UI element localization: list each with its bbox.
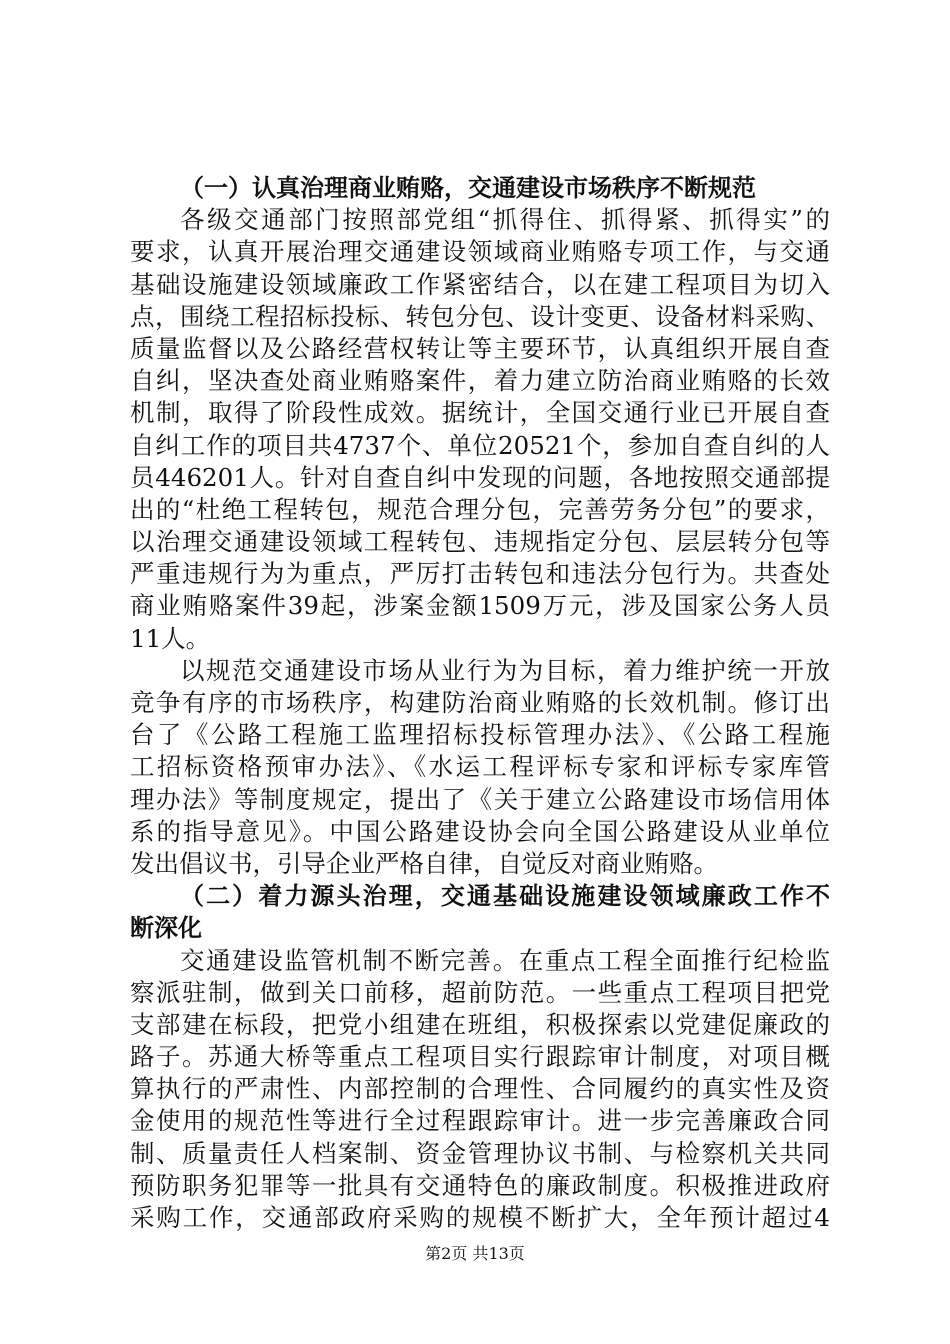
- paragraph-line: 察派驻制，做到关口前移，超前防范。一些重点工程项目把党: [130, 977, 830, 1007]
- section-1: [130, 172, 830, 880]
- paragraph-line: 采购工作，交通部政府采购的规模不断扩大，全年预计超过4: [130, 1203, 830, 1232]
- paragraph-line: 台了《公路工程施工监理招标投标管理办法》、《公路工程施: [130, 720, 830, 750]
- paragraph-line: 各级交通部门按照部党组“抓得住、抓得紧、抓得实”的: [180, 205, 830, 235]
- paragraph-line: 金使用的规范性等进行全过程跟踪审计。进一步完善廉政合同: [130, 1106, 830, 1136]
- paragraph-line: 系的指导意见》。中国公路建设协会向全国公路建设从业单位: [130, 816, 830, 846]
- paragraph-line: 发出倡议书，引导企业严格自律，自觉反对商业贿赂。: [130, 848, 718, 878]
- document-body: [130, 172, 830, 1234]
- paragraph-2: [130, 655, 830, 880]
- paragraph-line: 严重违规行为为重点，严厉打击转包和违法分包行为。共查处: [130, 559, 830, 589]
- paragraph-line: 质量监督以及公路经营权转让等主要环节，认真组织开展自查: [130, 333, 830, 363]
- paragraph-line: 预防职务犯罪等一批具有交通特色的廉政制度。积极推进政府: [130, 1170, 830, 1200]
- paragraph-line: 点，围绕工程招标投标、转包分包、设计变更、设备材料采购、: [130, 301, 830, 331]
- section-heading-2: （二）着力源头治理，交通基础设施建设领域廉政工作不: [180, 882, 830, 911]
- page-footer: 第2页 共13页: [425, 1244, 525, 1263]
- paragraph-line: 以规范交通建设市场从业行为为目标，着力维护统一开放: [180, 655, 830, 685]
- paragraph-1: [130, 204, 830, 655]
- paragraph-line: 以治理交通建设领域工程转包、违规指定分包、层层转分包等: [130, 527, 830, 557]
- paragraph-line: 要求，认真开展治理交通建设领域商业贿赂专项工作，与交通: [130, 237, 830, 267]
- paragraph-line: 机制，取得了阶段性成效。据统计，全国交通行业已开展自查: [130, 398, 830, 428]
- paragraph-line: 竞争有序的市场秩序，构建防治商业贿赂的长效机制。修订出: [130, 688, 830, 717]
- section-2: [130, 880, 830, 1234]
- paragraph-line: 11人。: [130, 623, 211, 653]
- paragraph-line: 自纠工作的项目共4737个、单位20521个，参加自查自纠的人: [130, 430, 830, 460]
- paragraph-line: 支部建在标段，把党小组建在班组，积极探索以党建促廉政的: [130, 1009, 830, 1039]
- section-heading-2-continued: 断深化: [130, 914, 202, 943]
- paragraph-line: 工招标资格预审办法》、《水运工程评标专家和评标专家库管: [130, 752, 830, 782]
- paragraph-line: 算执行的严肃性、内部控制的合理性、合同履约的真实性及资: [130, 1074, 830, 1104]
- paragraph-line: 员446201人。针对自查自纠中发现的问题，各地按照交通部提: [130, 462, 830, 492]
- paragraph-line: 基础设施建设领域廉政工作紧密结合，以在建工程项目为切入: [130, 269, 830, 299]
- paragraph-line: 商业贿赂案件39起，涉案金额1509万元，涉及国家公务人员: [130, 591, 830, 621]
- section-heading-1: （一）认真治理商业贿赂，交通建设市场秩序不断规范: [180, 174, 756, 202]
- paragraph-line: 路子。苏通大桥等重点工程项目实行跟踪审计制度，对项目概: [130, 1042, 830, 1072]
- paragraph-3: [130, 945, 830, 1235]
- paragraph-line: 交通建设监管机制不断完善。在重点工程全面推行纪检监: [180, 945, 830, 975]
- paragraph-line: 制、质量责任人档案制、资金管理协议书制、与检察机关共同: [130, 1138, 830, 1168]
- paragraph-line: 出的“杜绝工程转包，规范合理分包，完善劳务分包”的要求，: [130, 494, 830, 524]
- paragraph-line: 理办法》等制度规定，提出了《关于建立公路建设市场信用体: [130, 784, 830, 814]
- paragraph-line: 自纠，坚决查处商业贿赂案件，着力建立防治商业贿赂的长效: [130, 366, 830, 396]
